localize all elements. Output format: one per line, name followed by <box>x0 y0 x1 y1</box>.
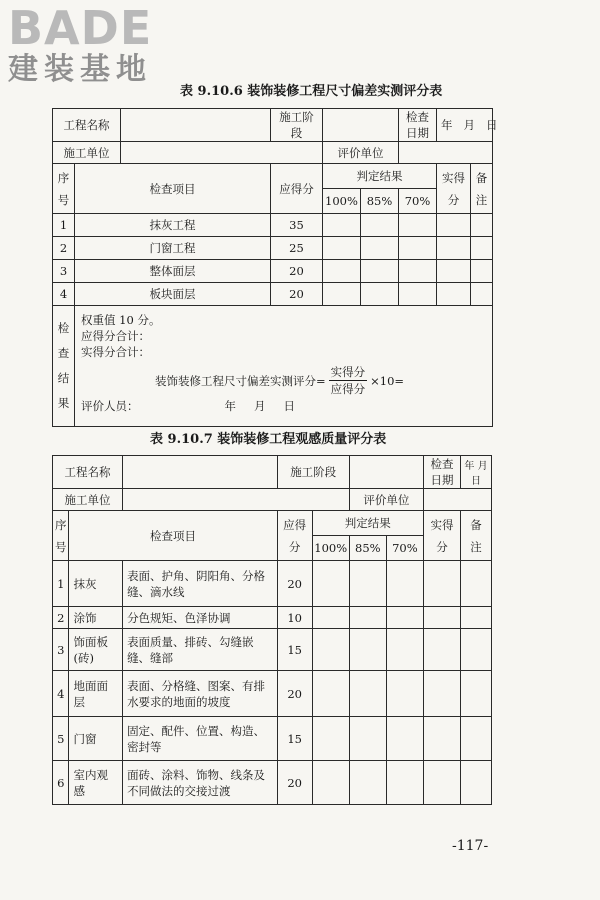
table-row: 6 室内观感 面砖、涂料、饰物、线条及不同做法的交接过渡 20 <box>53 761 492 805</box>
logo-subtitle: 建装基地 <box>8 52 152 87</box>
inspection-date-value: 年 月 日 <box>437 109 493 142</box>
construction-stage-label: 施工阶段 <box>271 109 323 142</box>
actual-score-header: 实得 分 <box>423 511 460 561</box>
inspection-date-value: 年 月 日 <box>461 456 492 489</box>
score-formula: 装饰装修工程尺寸偏差实测评分= $\frac{\text{实得分}}{\text{应得分}}$ ×10= <box>155 365 405 396</box>
result-content <box>75 306 493 427</box>
table-row: 3 整体面层 20 <box>53 260 493 283</box>
score-header: 应得分 <box>271 164 323 214</box>
page-number: -117- <box>452 838 489 854</box>
table1 <box>52 108 498 427</box>
construction-stage-label: 施工阶段 <box>277 456 349 489</box>
remark-header: 备 注 <box>471 164 493 214</box>
table-row: 5 门窗 固定、配件、位置、构造、密封等 15 <box>53 717 492 761</box>
remark-header: 备 注 <box>461 511 492 561</box>
item-header: 检查项目 <box>69 511 277 561</box>
table2 <box>52 455 492 805</box>
logo-brand: BADE <box>8 1 153 55</box>
weight-text: 权重值 10 分。 <box>81 313 161 327</box>
table-row: 3 饰面板(砖) 表面质量、排砖、勾缝嵌缝、缝部 15 <box>53 629 492 671</box>
project-name-label: 工程名称 <box>53 456 123 489</box>
construction-unit-label: 施工单位 <box>53 489 123 511</box>
table1-column-header <box>53 164 493 214</box>
logo <box>8 1 178 99</box>
table1-header-row1 <box>53 109 493 142</box>
table-row: 1 抹灰 表面、护角、阴阳角、分格缝、滴水线 20 <box>53 561 492 607</box>
result-label: 检 查 结 果 <box>53 306 75 427</box>
construction-stage-value <box>323 109 399 142</box>
project-name-value <box>123 456 278 489</box>
evaluation-unit-label: 评价单位 <box>323 142 399 164</box>
project-name-label: 工程名称 <box>53 109 121 142</box>
table-row: 4 板块面层 20 <box>53 283 493 306</box>
table-row: 4 地面面层 表面、分格缝、图案、有排水要求的地面的坡度 20 <box>53 671 492 717</box>
item-header: 检查项目 <box>75 164 271 214</box>
table1-header-row2 <box>53 142 493 164</box>
construction-stage-value <box>349 456 423 489</box>
evaluation-unit-value <box>399 142 493 164</box>
evaluation-unit-label: 评价单位 <box>349 489 423 511</box>
due-total-text: 应得分合计： <box>81 329 150 343</box>
table-row: 1 抹灰工程 35 <box>53 214 493 237</box>
seq-header: 序 号 <box>53 164 75 214</box>
table-row: 2 门窗工程 25 <box>53 237 493 260</box>
table2-header-row2 <box>53 489 492 511</box>
inspection-date-label: 检查日期 <box>399 109 437 142</box>
actual-total-text: 实得分合计： <box>81 345 150 359</box>
evaluator-line: 评价人员： 年 月 日 <box>81 399 295 413</box>
construction-unit-label: 施工单位 <box>53 142 121 164</box>
actual-score-header: 实得 分 <box>437 164 471 214</box>
inspection-date-label: 检查日期 <box>423 456 460 489</box>
table2-title: 表 9.10.7 装饰装修工程观感质量评分表 <box>150 432 387 447</box>
construction-unit-value <box>123 489 350 511</box>
table-row: 2 涂饰 分色规矩、色泽协调 10 <box>53 607 492 629</box>
judgement-header: 判定结果 100% 85% 70% <box>312 511 423 561</box>
construction-unit-value <box>121 142 323 164</box>
table2-column-header <box>53 511 492 561</box>
score-header: 应得 分 <box>277 511 312 561</box>
table1-title: 表 9.10.6 装饰装修工程尺寸偏差实测评分表 <box>180 84 443 99</box>
table2-header-row1 <box>53 456 492 489</box>
table1-result-row <box>53 306 493 427</box>
seq-header: 序 号 <box>53 511 69 561</box>
judgement-header: 判定结果 100% 85% 70% <box>323 164 437 214</box>
evaluation-unit-value <box>423 489 491 511</box>
project-name-value <box>121 109 271 142</box>
